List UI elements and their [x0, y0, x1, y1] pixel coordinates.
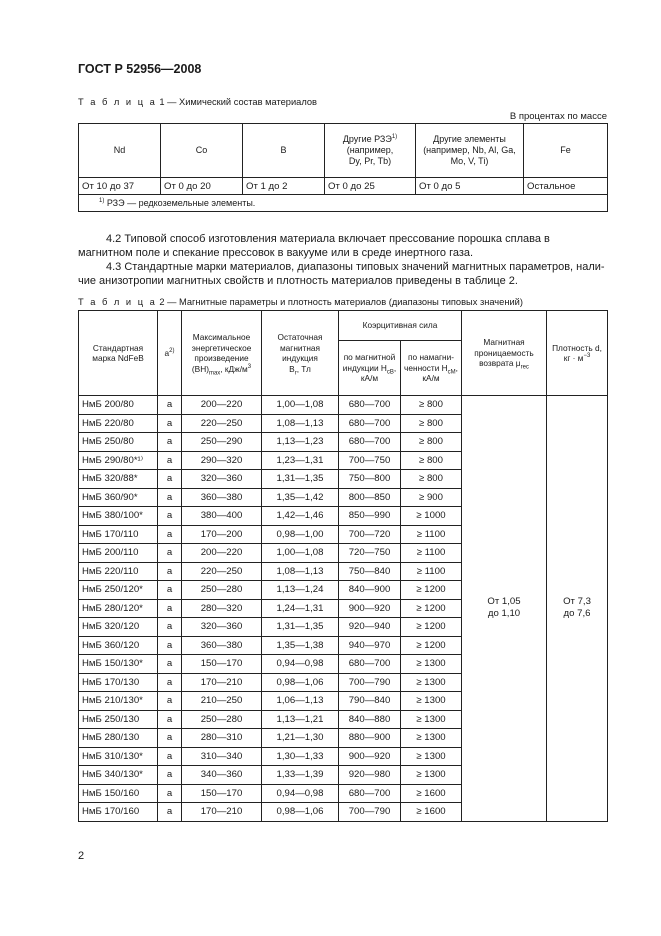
cell-hcb: 700—790	[339, 803, 401, 822]
header-hcm	[401, 341, 462, 396]
value-other-elements: От 0 до 5	[416, 178, 524, 195]
cell-hcm: ≥ 1300	[401, 710, 462, 729]
header-other-ree-line1: Другие РЗЭ	[342, 134, 392, 144]
cell-energy-product: 360—380	[182, 636, 262, 655]
table2-header-row-1	[79, 311, 608, 341]
cell-remanence: 1,13—1,23	[262, 433, 339, 452]
cell-anisotropy: a	[158, 747, 182, 766]
cell-hcb: 680—700	[339, 396, 401, 415]
paragraph-4-2: 4.2 Типовой способ изготовления материала включает прессование порошка сплава в магнитном поле и спекание прессовок в вакууме или в среде инертного газа.	[78, 233, 550, 259]
header-hcm-line1: по намагни-	[408, 352, 454, 363]
cell-grade: НмБ 210/130*	[79, 692, 158, 711]
cell-hcm: ≥ 800	[401, 433, 462, 452]
cell-remanence: 1,30—1,33	[262, 747, 339, 766]
cell-remanence: 1,35—1,42	[262, 488, 339, 507]
cell-hcb: 680—700	[339, 414, 401, 433]
cell-hcm: ≥ 1100	[401, 544, 462, 563]
cell-hcm: ≥ 1000	[401, 507, 462, 526]
cell-energy-product: 200—220	[182, 396, 262, 415]
table1-value-row	[79, 178, 608, 195]
table1-header-row	[79, 124, 608, 178]
cell-energy-product: 280—320	[182, 599, 262, 618]
header-hcb	[339, 341, 401, 396]
cell-energy-product: 210—250	[182, 692, 262, 711]
cell-hcb: 920—940	[339, 618, 401, 637]
cell-hcb: 850—990	[339, 507, 401, 526]
cell-anisotropy: a	[158, 710, 182, 729]
value-other-ree: От 0 до 25	[325, 178, 416, 195]
chemical-composition-table	[78, 123, 608, 212]
header-grade-line1: Стандартная	[92, 342, 144, 353]
header-hcb-line1: по магнитной	[343, 352, 396, 363]
cell-anisotropy: a	[158, 692, 182, 711]
cell-energy-product: 170—210	[182, 673, 262, 692]
cell-hcm: ≥ 1100	[401, 562, 462, 581]
header-nd: Nd	[79, 124, 161, 178]
cell-hcb: 680—700	[339, 433, 401, 452]
header-grade	[79, 311, 158, 396]
value-fe: Остальное	[524, 178, 608, 195]
table1-caption-prefix: Т а б л и ц а	[78, 97, 157, 107]
cell-anisotropy: a	[158, 766, 182, 785]
cell-grade: НмБ 200/110	[79, 544, 158, 563]
cell-anisotropy: a	[158, 636, 182, 655]
cell-hcb: 790—840	[339, 692, 401, 711]
cell-hcm: ≥ 1300	[401, 673, 462, 692]
header-br-sub: r	[294, 370, 297, 377]
header-density-sup: −3	[583, 353, 591, 360]
header-mu-line3: возврата μ	[479, 358, 521, 369]
cell-grade: НмБ 250/120*	[79, 581, 158, 600]
cell-grade: НмБ 380/100*	[79, 507, 158, 526]
cell-remanence: 1,42—1,46	[262, 507, 339, 526]
cell-anisotropy: a	[158, 544, 182, 563]
cell-grade: НмБ 220/110	[79, 562, 158, 581]
cell-hcm: ≥ 800	[401, 451, 462, 470]
paragraph-4-3: 4.3 Стандартные марки материалов, диапазоны типовых значений магнитных параметров, нали-чие анизотропии магнитных свойств и плотность материалов приведены в таблице 2.	[78, 261, 605, 287]
header-bh-sub: max	[208, 370, 221, 377]
cell-energy-product: 170—200	[182, 525, 262, 544]
document-header: ГОСТ Р 52956—2008	[78, 62, 202, 76]
cell-remanence: 0,94—0,98	[262, 784, 339, 803]
density-line1: От 7,3	[563, 596, 591, 608]
cell-energy-product: 360—380	[182, 488, 262, 507]
header-other-ree-line2: (например,	[346, 145, 394, 155]
header-hcb-comma: ,	[393, 362, 397, 373]
header-bh-symbol: (BH)	[191, 363, 209, 374]
cell-energy-product: 220—250	[182, 562, 262, 581]
header-br-line3: индукция	[282, 353, 318, 363]
table2-caption-prefix: Т а б л и ц а	[78, 297, 157, 307]
cell-anisotropy: a	[158, 729, 182, 748]
cell-anisotropy: a	[158, 451, 182, 470]
footnote-text: РЗЭ — редкоземельные элементы.	[106, 198, 256, 208]
cell-anisotropy: a	[158, 803, 182, 822]
table2-caption-text: 2 — Магнитные параметры и плотность материалов (диапазоны типовых значений)	[159, 297, 523, 307]
header-recoil-permeability	[462, 311, 547, 396]
cell-hcb: 920—980	[339, 766, 401, 785]
cell-hcm: ≥ 800	[401, 414, 462, 433]
header-bh-sup: 3	[247, 363, 252, 370]
table1-caption	[78, 97, 317, 107]
header-density	[547, 311, 608, 396]
cell-energy-product: 150—170	[182, 784, 262, 803]
header-anisotropy	[158, 311, 182, 396]
recoil-permeability-line1: От 1,05	[487, 596, 521, 608]
header-other-ree-sup: 1)	[391, 134, 398, 140]
cell-remanence: 0,98—1,06	[262, 673, 339, 692]
cell-anisotropy: a	[158, 433, 182, 452]
cell-remanence: 1,08—1,13	[262, 562, 339, 581]
cell-hcb: 900—920	[339, 747, 401, 766]
cell-hcm: ≥ 800	[401, 470, 462, 489]
cell-remanence: 1,13—1,24	[262, 581, 339, 600]
header-bh-line1: Максимальное	[192, 332, 251, 342]
cell-hcb: 940—970	[339, 636, 401, 655]
footnote-mark: 1)	[99, 198, 105, 204]
cell-hcm: ≥ 1200	[401, 599, 462, 618]
cell-anisotropy: a	[158, 599, 182, 618]
cell-hcb: 680—700	[339, 655, 401, 674]
header-other-elements-line2: (например, Nb, Al, Ga,	[423, 145, 516, 155]
cell-hcm: ≥ 1200	[401, 618, 462, 637]
header-b: B	[243, 124, 325, 178]
table2-caption	[78, 297, 523, 307]
cell-energy-product: 320—360	[182, 470, 262, 489]
cell-remanence: 1,31—1,35	[262, 470, 339, 489]
cell-anisotropy: a	[158, 507, 182, 526]
cell-grade: НмБ 360/120	[79, 636, 158, 655]
header-density-line2: кг · м	[563, 353, 584, 363]
header-hcm-comma: ,	[455, 362, 458, 373]
cell-anisotropy: a	[158, 396, 182, 415]
header-bh-line3: произведение	[194, 353, 249, 363]
cell-hcb: 880—900	[339, 729, 401, 748]
page-number: 2	[78, 850, 85, 862]
cell-anisotropy: a	[158, 618, 182, 637]
cell-hcb: 750—800	[339, 470, 401, 489]
table2-body	[79, 396, 608, 822]
header-br-line1: Остаточная	[277, 332, 323, 342]
cell-anisotropy: a	[158, 488, 182, 507]
header-other-ree-line3: Dy, Pr, Tb)	[348, 156, 392, 166]
header-bh-line2: энергетическое	[191, 342, 252, 353]
cell-recoil-permeability	[462, 396, 547, 822]
cell-grade: НмБ 200/80	[79, 396, 158, 415]
cell-energy-product: 150—170	[182, 655, 262, 674]
header-coercivity: Коэрцитивная сила	[339, 311, 462, 341]
header-hcm-unit: кА/м	[422, 373, 440, 384]
header-remanence	[262, 311, 339, 396]
cell-remanence: 1,23—1,31	[262, 451, 339, 470]
cell-hcb: 840—900	[339, 581, 401, 600]
table1-units: В процентах по массе	[509, 111, 607, 122]
cell-hcm: ≥ 1200	[401, 636, 462, 655]
cell-grade: НмБ 250/80	[79, 433, 158, 452]
cell-remanence: 0,98—1,00	[262, 525, 339, 544]
header-hcb-line2: индукции H	[342, 362, 387, 373]
value-nd: От 10 до 37	[79, 178, 161, 195]
cell-remanence: 1,35—1,38	[262, 636, 339, 655]
magnetic-parameters-table	[78, 310, 608, 822]
cell-hcb: 680—700	[339, 784, 401, 803]
header-mu-sub: rec	[520, 364, 529, 371]
cell-remanence: 1,21—1,30	[262, 729, 339, 748]
cell-grade: НмБ 170/110	[79, 525, 158, 544]
cell-energy-product: 340—360	[182, 766, 262, 785]
cell-remanence: 1,06—1,13	[262, 692, 339, 711]
header-mu-line1: Магнитная	[483, 337, 525, 348]
cell-grade: НмБ 340/130*	[79, 766, 158, 785]
cell-anisotropy: a	[158, 562, 182, 581]
header-co: Co	[161, 124, 243, 178]
header-density-line1: Плотность d,	[552, 342, 602, 353]
header-bh-unit: , кДж/м	[220, 363, 248, 374]
header-other-elements	[416, 124, 524, 178]
cell-anisotropy: a	[158, 581, 182, 600]
cell-grade: НмБ 220/80	[79, 414, 158, 433]
header-fe: Fe	[524, 124, 608, 178]
cell-grade: НмБ 320/88*	[79, 470, 158, 489]
cell-grade: НмБ 280/130	[79, 729, 158, 748]
cell-remanence: 1,24—1,31	[262, 599, 339, 618]
header-br-symbol: B	[289, 363, 295, 374]
cell-hcb: 700—720	[339, 525, 401, 544]
cell-hcm: ≥ 1300	[401, 655, 462, 674]
cell-energy-product: 320—360	[182, 618, 262, 637]
header-anisotropy-sup: 2)	[169, 347, 175, 354]
table1-footnote	[79, 195, 608, 212]
density-line2: до 7,6	[563, 608, 591, 620]
cell-hcb: 840—880	[339, 710, 401, 729]
header-other-ree	[325, 124, 416, 178]
header-br-line2: магнитная	[279, 342, 321, 353]
cell-energy-product: 220—250	[182, 414, 262, 433]
table1-footnote-row	[79, 195, 608, 212]
cell-remanence: 0,94—0,98	[262, 655, 339, 674]
header-hcb-sub: cB	[386, 369, 394, 376]
cell-hcm: ≥ 1300	[401, 747, 462, 766]
cell-remanence: 1,00—1,08	[262, 544, 339, 563]
header-hcm-line2: ченности H	[404, 362, 448, 373]
cell-hcm: ≥ 1200	[401, 581, 462, 600]
cell-grade: НмБ 170/160	[79, 803, 158, 822]
cell-energy-product: 200—220	[182, 544, 262, 563]
cell-remanence: 1,13—1,21	[262, 710, 339, 729]
header-hcm-sub: cM	[447, 369, 456, 376]
cell-energy-product: 250—280	[182, 581, 262, 600]
cell-remanence: 0,98—1,06	[262, 803, 339, 822]
header-energy-product	[182, 311, 262, 396]
cell-grade: НмБ 290/80*¹⁾	[79, 451, 158, 470]
cell-energy-product: 250—280	[182, 710, 262, 729]
cell-remanence: 1,08—1,13	[262, 414, 339, 433]
cell-grade: НмБ 310/130*	[79, 747, 158, 766]
cell-hcm: ≥ 1300	[401, 729, 462, 748]
cell-energy-product: 250—290	[182, 433, 262, 452]
cell-energy-product: 290—320	[182, 451, 262, 470]
cell-hcm: ≥ 1600	[401, 803, 462, 822]
cell-hcb: 700—750	[339, 451, 401, 470]
table1-caption-text: 1 — Химический состав материалов	[159, 97, 317, 107]
cell-energy-product: 380—400	[182, 507, 262, 526]
value-b: От 1 до 2	[243, 178, 325, 195]
cell-grade: НмБ 360/90*	[79, 488, 158, 507]
cell-remanence: 1,00—1,08	[262, 396, 339, 415]
header-br-unit: , Тл	[296, 363, 311, 374]
cell-hcm: ≥ 900	[401, 488, 462, 507]
cell-hcb: 700—790	[339, 673, 401, 692]
cell-hcb: 750—840	[339, 562, 401, 581]
cell-anisotropy: a	[158, 673, 182, 692]
header-mu-line2: проницаемость	[474, 347, 534, 358]
cell-hcm: ≥ 1600	[401, 784, 462, 803]
cell-density	[547, 396, 608, 822]
cell-anisotropy: a	[158, 470, 182, 489]
value-co: От 0 до 20	[161, 178, 243, 195]
cell-grade: НмБ 250/130	[79, 710, 158, 729]
cell-energy-product: 280—310	[182, 729, 262, 748]
header-grade-line2: марка NdFeB	[92, 353, 144, 363]
cell-hcm: ≥ 1300	[401, 692, 462, 711]
header-other-elements-line3: Mo, V, Ti)	[450, 156, 489, 166]
cell-grade: НмБ 150/160	[79, 784, 158, 803]
cell-grade: НмБ 320/120	[79, 618, 158, 637]
header-other-elements-line1: Другие элементы	[433, 134, 506, 144]
cell-hcb: 800—850	[339, 488, 401, 507]
cell-grade: НмБ 280/120*	[79, 599, 158, 618]
cell-anisotropy: a	[158, 784, 182, 803]
cell-hcm: ≥ 1100	[401, 525, 462, 544]
recoil-permeability-line2: до 1,10	[487, 608, 521, 620]
cell-grade: НмБ 150/130*	[79, 655, 158, 674]
cell-hcm: ≥ 800	[401, 396, 462, 415]
cell-remanence: 1,31—1,35	[262, 618, 339, 637]
cell-hcb: 900—920	[339, 599, 401, 618]
header-anisotropy-letter: a	[164, 347, 170, 358]
cell-anisotropy: a	[158, 414, 182, 433]
cell-anisotropy: a	[158, 525, 182, 544]
table-row	[79, 396, 608, 415]
cell-grade: НмБ 170/130	[79, 673, 158, 692]
cell-energy-product: 310—340	[182, 747, 262, 766]
header-hcb-unit: кА/м	[360, 373, 379, 384]
cell-hcb: 720—750	[339, 544, 401, 563]
cell-energy-product: 170—210	[182, 803, 262, 822]
cell-anisotropy: a	[158, 655, 182, 674]
cell-hcm: ≥ 1300	[401, 766, 462, 785]
cell-remanence: 1,33—1,39	[262, 766, 339, 785]
